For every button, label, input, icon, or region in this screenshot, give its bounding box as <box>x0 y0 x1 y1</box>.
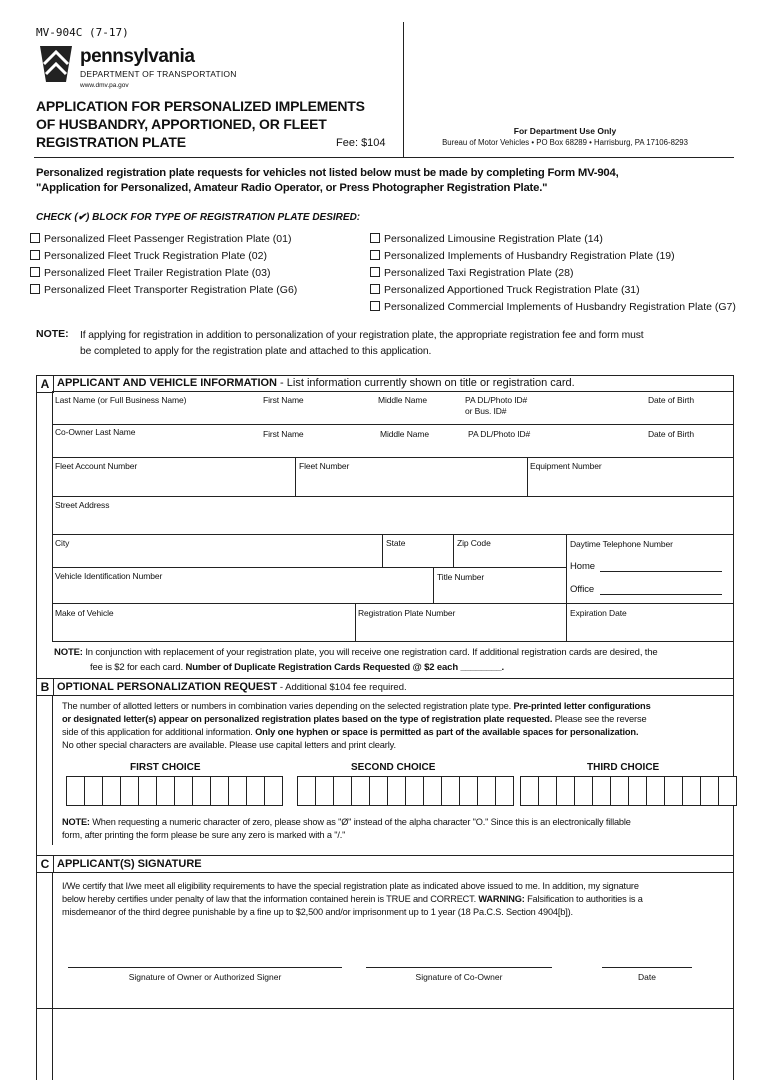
char-box[interactable] <box>297 776 316 806</box>
first-choice-label: FIRST CHOICE <box>130 762 201 773</box>
instr-3a: side of this application for additional information. <box>62 727 256 737</box>
section-a-note <box>54 645 658 675</box>
instr-2a: or designated letter(s) appear on personalized registration plates based on the type of registration plate requested. <box>62 714 553 724</box>
char-box[interactable] <box>574 776 593 806</box>
char-box[interactable] <box>315 776 334 806</box>
field-city[interactable]: City <box>55 538 70 548</box>
option-label: Personalized Fleet Truck Registration Plate (02) <box>44 250 267 262</box>
logo-name: pennsylvania <box>80 46 195 67</box>
note-label: NOTE: <box>62 817 90 827</box>
title-line-1: APPLICATION FOR PERSONALIZED IMPLEMENTS <box>36 98 365 114</box>
certification-text <box>62 880 643 919</box>
char-box[interactable] <box>441 776 460 806</box>
char-box[interactable] <box>138 776 157 806</box>
dept-use-label: For Department Use Only <box>513 126 617 136</box>
note-label: NOTE: <box>54 647 83 658</box>
keystone-logo-icon <box>36 44 76 84</box>
first-choice-boxes[interactable] <box>66 776 282 806</box>
char-box[interactable] <box>66 776 85 806</box>
option-label: Personalized Apportioned Truck Registration Plate (31) <box>384 284 640 296</box>
row-rule <box>52 603 733 604</box>
intro-text <box>36 166 619 196</box>
third-choice-boxes[interactable] <box>520 776 736 806</box>
date-label: Date <box>638 972 656 982</box>
field-plate-number[interactable]: Registration Plate Number <box>358 608 456 618</box>
section-a-title-text: APPLICANT AND VEHICLE INFORMATION <box>57 377 277 389</box>
field-co-first-name[interactable]: First Name <box>263 429 304 439</box>
check-heading: CHECK (✔) BLOCK FOR TYPE OF REGISTRATION PLATE DESIRED: <box>36 212 361 223</box>
section-b-title <box>57 681 407 693</box>
row-rule <box>52 641 733 642</box>
option-fleet-truck[interactable] <box>30 250 267 262</box>
char-box[interactable] <box>246 776 265 806</box>
char-box[interactable] <box>628 776 647 806</box>
char-box[interactable] <box>520 776 539 806</box>
form-right-border <box>733 375 734 1080</box>
field-expiration[interactable]: Expiration Date <box>570 608 627 618</box>
char-box[interactable] <box>423 776 442 806</box>
owner-signature-line[interactable] <box>68 967 342 968</box>
checkbox-icon[interactable] <box>370 250 380 260</box>
third-choice-label: THIRD CHOICE <box>587 762 660 773</box>
section-c-title: APPLICANT(S) SIGNATURE <box>57 858 202 870</box>
char-box[interactable] <box>120 776 139 806</box>
checkbox-icon[interactable] <box>370 301 380 311</box>
field-title-number[interactable]: Title Number <box>437 572 485 582</box>
instr-4: No other special characters are available. Please use capital letters and print clearly. <box>62 740 396 750</box>
field-make[interactable]: Make of Vehicle <box>55 608 114 618</box>
note1-line-2: be completed to apply for the registration plate and attached to this application. <box>80 346 432 357</box>
option-implements-husbandry[interactable] <box>370 250 675 262</box>
section-c-top-rule <box>36 855 733 856</box>
option-commercial-implements[interactable] <box>370 301 736 313</box>
col-rule <box>382 534 383 567</box>
field-phone-office[interactable]: Office <box>570 584 595 595</box>
section-a-subtitle: - List information currently shown on title or registration card. <box>277 377 575 389</box>
field-pa-dl-line2: or Bus. ID# <box>465 406 507 416</box>
field-phone-home[interactable]: Home <box>570 561 595 572</box>
section-a-letter: A <box>36 375 54 393</box>
intro-line-2: "Application for Personalized, Amateur Radio Operator, or Press Photographer Registration Plate." <box>36 182 548 194</box>
instr-1b: Pre-printed letter configurations <box>513 701 651 711</box>
form-title <box>36 97 365 151</box>
field-zip[interactable]: Zip Code <box>457 538 491 548</box>
title-line-3: REGISTRATION PLATE <box>36 134 186 150</box>
char-box[interactable] <box>610 776 629 806</box>
char-box[interactable] <box>459 776 478 806</box>
row-rule <box>52 534 733 535</box>
col-rule <box>566 534 567 641</box>
coowner-signature-label: Signature of Co-Owner <box>415 972 503 982</box>
char-box[interactable] <box>228 776 247 806</box>
option-fleet-trailer[interactable] <box>30 267 270 279</box>
char-box[interactable] <box>333 776 352 806</box>
cert-line-3: misdemeanor of the third degree punishable by a fine up to $2,500 and/or imprisonment up to 1 year (18 Pa.C.S. Section 4904[b]). <box>62 907 573 917</box>
field-middle-name[interactable]: Middle Name <box>378 395 427 405</box>
col-rule <box>527 457 528 496</box>
field-dob[interactable]: Date of Birth <box>648 395 694 405</box>
cert-line-1: I/We certify that I/we meet all eligibility requirements to have the special registration plate as indicated above issued to me. In addition, my signature <box>62 881 639 891</box>
field-co-last-name[interactable]: Co-Owner Last Name <box>55 427 136 437</box>
field-first-name[interactable]: First Name <box>263 395 304 405</box>
option-fleet-passenger[interactable] <box>30 233 291 245</box>
option-label: Personalized Commercial Implements of Husbandry Registration Plate (G7) <box>384 301 736 313</box>
note1-label: NOTE: <box>36 328 69 340</box>
checkbox-icon[interactable] <box>370 233 380 243</box>
col-rule <box>355 603 356 641</box>
cert-line-2c: Falsification to authorities is a <box>524 894 643 904</box>
field-street-address[interactable]: Street Address <box>55 500 110 510</box>
field-phone: Daytime Telephone Number <box>570 539 673 549</box>
dept-address: Bureau of Motor Vehicles • PO Box 68289 • Harrisburg, PA 17106-8293 <box>442 138 688 147</box>
char-box[interactable] <box>495 776 514 806</box>
note1-line-1: If applying for registration in addition to personalization of your registration plate, the appropriate registration fee and form must <box>80 330 644 341</box>
form-left-border <box>36 375 37 1080</box>
section-b-left-border <box>52 695 53 845</box>
cert-line-2a: below hereby certifies under penalty of law that the information contained herein is TRUE and CORRECT. <box>62 894 479 904</box>
section-b-letter: B <box>36 678 54 696</box>
char-box[interactable] <box>477 776 496 806</box>
field-fleet-account[interactable]: Fleet Account Number <box>55 461 138 471</box>
section-c-subrule <box>52 872 733 873</box>
section-a-top-rule <box>36 375 733 376</box>
fee-label: Fee: $104 <box>336 137 386 149</box>
checkbox-icon[interactable] <box>370 267 380 277</box>
option-apportioned-truck[interactable] <box>370 284 640 296</box>
field-fleet-number[interactable]: Fleet Number <box>299 461 350 471</box>
section-b-top-rule <box>36 678 733 679</box>
section-a-title <box>57 377 575 389</box>
char-box[interactable] <box>682 776 701 806</box>
office-phone-line[interactable] <box>600 594 722 595</box>
row-rule <box>52 567 566 568</box>
char-box[interactable] <box>351 776 370 806</box>
char-box[interactable] <box>156 776 175 806</box>
option-taxi[interactable] <box>370 267 574 279</box>
option-label: Personalized Limousine Registration Plate (14) <box>384 233 603 245</box>
char-box[interactable] <box>192 776 211 806</box>
logo-url: www.dmv.pa.gov <box>80 82 129 89</box>
row-rule <box>52 424 733 425</box>
field-co-middle-name[interactable]: Middle Name <box>380 429 429 439</box>
title-line-2: OF HUSBANDRY, APPORTIONED, OR FLEET <box>36 116 327 132</box>
char-box[interactable] <box>387 776 406 806</box>
char-box[interactable] <box>592 776 611 806</box>
char-box[interactable] <box>369 776 388 806</box>
char-box[interactable] <box>646 776 665 806</box>
field-last-name[interactable]: Last Name (or Full Business Name) <box>55 395 187 405</box>
char-box[interactable] <box>210 776 229 806</box>
option-label: Personalized Fleet Trailer Registration Plate (03) <box>44 267 271 279</box>
warning-label: WARNING: <box>478 894 525 904</box>
checkbox-icon[interactable] <box>30 267 40 277</box>
option-label: Personalized Implements of Husbandry Registration Plate (19) <box>384 250 675 262</box>
form-code: MV-904C (7-17) <box>36 26 129 39</box>
field-pa-dl[interactable]: PA DL/Photo ID# <box>465 395 528 405</box>
char-box[interactable] <box>264 776 283 806</box>
row-rule <box>52 391 733 392</box>
note1-text <box>80 328 644 360</box>
home-phone-line[interactable] <box>600 571 722 572</box>
instr-3b: Only one hyphen or space is permitted as part of the available spaces for personalization. <box>255 727 639 737</box>
form-bottom-rule <box>36 1008 733 1009</box>
checkbox-icon[interactable] <box>30 233 40 243</box>
section-b-title-text: OPTIONAL PERSONALIZATION REQUEST <box>57 681 278 693</box>
section-c-left-border <box>52 872 53 1080</box>
char-box[interactable] <box>102 776 121 806</box>
section-b-instructions <box>62 700 651 752</box>
option-limousine[interactable] <box>370 233 603 245</box>
field-vin[interactable]: Vehicle Identification Number <box>55 571 163 581</box>
section-a-note-line-1: In conjunction with replacement of your registration plate, you will receive one registration card. If additional registration cards are desired, the <box>85 647 658 658</box>
second-choice-boxes[interactable] <box>297 776 513 806</box>
checkbox-icon[interactable] <box>30 284 40 294</box>
field-co-pa-dl[interactable]: PA DL/Photo ID# <box>468 429 531 439</box>
section-b-subtitle: - Additional $104 fee required. <box>277 682 407 693</box>
field-state[interactable]: State <box>386 538 406 548</box>
header-divider <box>403 22 404 157</box>
second-choice-label: SECOND CHOICE <box>351 762 436 773</box>
instr-2b: Please see the reverse <box>552 714 647 724</box>
char-box[interactable] <box>84 776 103 806</box>
checkbox-icon[interactable] <box>30 250 40 260</box>
option-fleet-transporter[interactable] <box>30 284 297 296</box>
option-label: Personalized Taxi Registration Plate (28) <box>384 267 574 279</box>
logo-dept: DEPARTMENT OF TRANSPORTATION <box>80 69 237 79</box>
section-b-note <box>62 816 631 842</box>
instr-1a: The number of allotted letters or numbers in combination varies depending on the selected registration plate type. <box>62 701 514 711</box>
char-box[interactable] <box>718 776 737 806</box>
option-label: Personalized Fleet Passenger Registration Plate (01) <box>44 233 292 245</box>
char-box[interactable] <box>700 776 719 806</box>
char-box[interactable] <box>538 776 557 806</box>
char-box[interactable] <box>664 776 683 806</box>
char-box[interactable] <box>556 776 575 806</box>
section-c-letter: C <box>36 855 54 873</box>
field-equipment-number[interactable]: Equipment Number <box>530 461 602 471</box>
intro-line-1: Personalized registration plate requests for vehicles not listed below must be made by completing Form MV-904, <box>36 167 619 179</box>
char-box[interactable] <box>174 776 193 806</box>
row-rule <box>52 496 733 497</box>
checkbox-icon[interactable] <box>370 284 380 294</box>
section-a-note-line-2: fee is $2 for each card. <box>90 662 186 673</box>
col-rule <box>433 567 434 603</box>
section-b-note-line-1: When requesting a numeric character of zero, please show as "Ø" instead of the alpha character "O." Since this is an electronically fillable <box>92 817 631 827</box>
char-box[interactable] <box>405 776 424 806</box>
section-b-subrule <box>52 695 733 696</box>
col-rule <box>295 457 296 496</box>
duplicate-cards-field[interactable]: Number of Duplicate Registration Cards Requested @ $2 each ________. <box>185 662 505 673</box>
header-rule <box>34 157 734 158</box>
row-rule <box>52 457 733 458</box>
section-b-note-line-2: form, after printing the form please be sure any zero is marked with a "/." <box>62 830 346 840</box>
option-label: Personalized Fleet Transporter Registration Plate (G6) <box>44 284 298 296</box>
date-line[interactable] <box>602 967 692 968</box>
owner-signature-label: Signature of Owner or Authorized Signer <box>128 972 282 982</box>
field-co-dob[interactable]: Date of Birth <box>648 429 694 439</box>
coowner-signature-line[interactable] <box>366 967 552 968</box>
col-rule <box>453 534 454 567</box>
